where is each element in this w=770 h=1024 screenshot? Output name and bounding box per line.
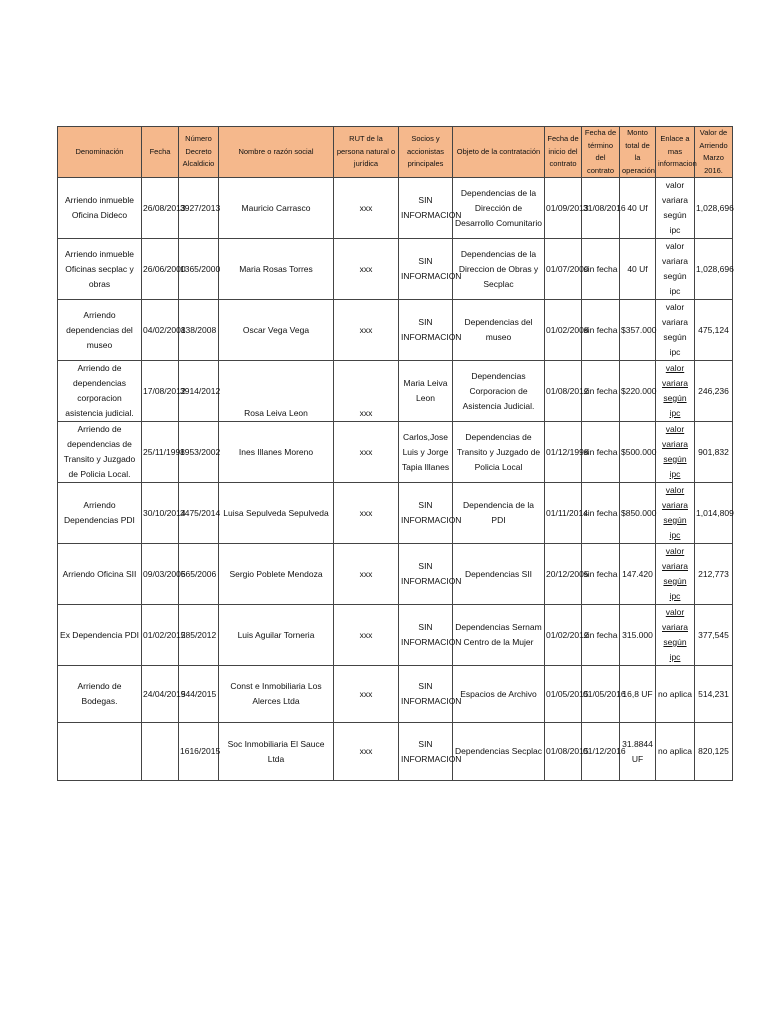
cell-valor: 1,014,809	[695, 483, 733, 544]
cell-rut: xxx	[334, 605, 399, 666]
cell-fecha: 09/03/2006	[142, 544, 179, 605]
cell-enlace[interactable]: valor variara según ipc	[656, 422, 695, 483]
cell-termino: sin fecha	[582, 483, 620, 544]
cell-objeto: Dependencias Corporacion de Asistencia Judicial.	[453, 361, 545, 422]
cell-monto: $357.000	[620, 300, 656, 361]
cell-nombre: Const e Inmobiliaria Los Alerces Ltda	[219, 666, 334, 723]
cell-termino: sin fecha	[582, 544, 620, 605]
cell-inicio: 01/02/2012	[545, 605, 582, 666]
cell-enlace[interactable]: valor variara según ipc	[656, 544, 695, 605]
cell-denominacion: Arriendo dependencias del museo	[58, 300, 142, 361]
cell-enlace[interactable]: valor variara según ipc	[656, 605, 695, 666]
table-row	[58, 300, 733, 361]
cell-inicio: 01/08/2012	[545, 361, 582, 422]
cell-monto: 147.420	[620, 544, 656, 605]
cell-rut: xxx	[334, 422, 399, 483]
cell-denominacion	[58, 723, 142, 781]
cell-socios: SIN INFORMACION	[399, 605, 453, 666]
contracts-table	[57, 126, 733, 781]
table-row	[58, 666, 733, 723]
cell-socios: SIN INFORMACION	[399, 178, 453, 239]
cell-monto: $500.000	[620, 422, 656, 483]
cell-nombre: Luisa Sepulveda Sepulveda	[219, 483, 334, 544]
cell-termino: sin fecha	[582, 239, 620, 300]
cell-termino: sin fecha	[582, 605, 620, 666]
cell-termino: 31/08/2016	[582, 178, 620, 239]
cell-termino: sin fecha	[582, 361, 620, 422]
cell-rut: xxx	[334, 483, 399, 544]
cell-nombre: Oscar Vega Vega	[219, 300, 334, 361]
cell-socios: SIN INFORMACION	[399, 300, 453, 361]
cell-denominacion: Arriendo inmueble Oficina Dideco	[58, 178, 142, 239]
cell-monto: $850.000	[620, 483, 656, 544]
cell-termino: sin fecha	[582, 300, 620, 361]
cell-valor: 212,773	[695, 544, 733, 605]
header-objeto: Objeto de la contratación	[453, 127, 545, 178]
cell-enlace: no aplica	[656, 666, 695, 723]
table-row	[58, 483, 733, 544]
cell-denominacion: Arriendo de Bodegas.	[58, 666, 142, 723]
header-inicio: Fecha de inicio del contrato	[545, 127, 582, 178]
cell-valor: 1,028,696	[695, 178, 733, 239]
cell-fecha	[142, 723, 179, 781]
cell-decreto: 1616/2015	[179, 723, 219, 781]
cell-decreto: 138/2008	[179, 300, 219, 361]
cell-rut: xxx	[334, 723, 399, 781]
table-row	[58, 723, 733, 781]
header-monto: Monto total de la operación	[620, 127, 656, 178]
cell-inicio: 01/09/2013	[545, 178, 582, 239]
header-termino: Fecha de término del contrato	[582, 127, 620, 178]
cell-objeto: Dependencias de la Direccion de Obras y Secplac	[453, 239, 545, 300]
cell-enlace[interactable]: valor variara según ipc	[656, 483, 695, 544]
table-row	[58, 605, 733, 666]
cell-socios: SIN INFORMACION	[399, 666, 453, 723]
cell-inicio: 20/12/2005	[545, 544, 582, 605]
cell-inicio: 01/08/2015	[545, 723, 582, 781]
cell-rut: xxx	[334, 666, 399, 723]
cell-objeto: Dependencias de la Dirección de Desarrollo Comunitario	[453, 178, 545, 239]
cell-rut: xxx	[334, 178, 399, 239]
cell-fecha: 04/02/2008	[142, 300, 179, 361]
cell-denominacion: Arriendo de dependencias de Transito y Juzgado de Policia Local.	[58, 422, 142, 483]
cell-fecha: 26/08/2013	[142, 178, 179, 239]
cell-denominacion: Ex Dependencia PDI	[58, 605, 142, 666]
cell-nombre: Mauricio Carrasco	[219, 178, 334, 239]
table-row	[58, 361, 733, 422]
header-decreto: Número Decreto Alcaldicio	[179, 127, 219, 178]
cell-inicio: 01/12/1998	[545, 422, 582, 483]
cell-socios: SIN INFORMACION	[399, 239, 453, 300]
cell-inicio: 01/02/2008	[545, 300, 582, 361]
cell-inicio: 01/11/2014	[545, 483, 582, 544]
cell-socios: SIN INFORMACION	[399, 723, 453, 781]
cell-nombre: Rosa Leiva Leon	[219, 361, 334, 422]
cell-decreto: 585/2012	[179, 605, 219, 666]
cell-valor: 246,236	[695, 361, 733, 422]
cell-enlace: valor variara según ipc	[656, 300, 695, 361]
cell-termino: 01/05/2016	[582, 666, 620, 723]
cell-denominacion: Arriendo inmueble Oficinas secplac y obras	[58, 239, 142, 300]
cell-monto: $220.000	[620, 361, 656, 422]
cell-objeto: Dependencias SII	[453, 544, 545, 605]
cell-monto: 315.000	[620, 605, 656, 666]
table-row	[58, 178, 733, 239]
cell-decreto: 3475/2014	[179, 483, 219, 544]
cell-denominacion: Arriendo Oficina SII	[58, 544, 142, 605]
cell-nombre: Maria Rosas Torres	[219, 239, 334, 300]
cell-termino: sin fecha	[582, 422, 620, 483]
cell-fecha: 01/02/2012	[142, 605, 179, 666]
header-valor: Valor de Arriendo Marzo 2016.	[695, 127, 733, 178]
cell-objeto: Dependencia de la PDI	[453, 483, 545, 544]
cell-monto: 31.8844 UF	[620, 723, 656, 781]
cell-fecha: 17/08/2012	[142, 361, 179, 422]
cell-valor: 820,125	[695, 723, 733, 781]
cell-fecha: 26/06/2000	[142, 239, 179, 300]
cell-objeto: Dependencias Sernam Centro de la Mujer	[453, 605, 545, 666]
header-fecha: Fecha	[142, 127, 179, 178]
cell-inicio: 01/07/2000	[545, 239, 582, 300]
cell-decreto: 1953/2002	[179, 422, 219, 483]
cell-decreto: 3927/2013	[179, 178, 219, 239]
cell-decreto: 944/2015	[179, 666, 219, 723]
cell-denominacion: Arriendo Dependencias PDI	[58, 483, 142, 544]
cell-enlace[interactable]: valor variara según ipc	[656, 361, 695, 422]
cell-rut: xxx	[334, 361, 399, 422]
header-denominacion: Denominación	[58, 127, 142, 178]
cell-termino: 01/12/2016	[582, 723, 620, 781]
header-rut: RUT de la persona natural o jurídica	[334, 127, 399, 178]
cell-rut: xxx	[334, 544, 399, 605]
cell-decreto: 565/2006	[179, 544, 219, 605]
cell-socios: SIN INFORMACION	[399, 483, 453, 544]
cell-monto: 16,8 UF	[620, 666, 656, 723]
cell-socios: Maria Leiva Leon	[399, 361, 453, 422]
table-row	[58, 422, 733, 483]
cell-nombre: Ines Illanes Moreno	[219, 422, 334, 483]
cell-objeto: Dependencias del museo	[453, 300, 545, 361]
cell-monto: 40 Uf	[620, 239, 656, 300]
table-row	[58, 544, 733, 605]
header-enlace: Enlace a mas informacion	[656, 127, 695, 178]
cell-decreto: 3914/2012	[179, 361, 219, 422]
cell-fecha: 24/04/2015	[142, 666, 179, 723]
cell-enlace: valor variara según ipc	[656, 239, 695, 300]
cell-decreto: 1365/2000	[179, 239, 219, 300]
cell-enlace: no aplica	[656, 723, 695, 781]
cell-socios: SIN INFORMACION	[399, 544, 453, 605]
cell-nombre: Luis Aguilar Torneria	[219, 605, 334, 666]
table-row	[58, 239, 733, 300]
cell-valor: 514,231	[695, 666, 733, 723]
cell-inicio: 01/05/2015	[545, 666, 582, 723]
cell-socios: Carlos,Jose Luis y Jorge Tapia Illanes	[399, 422, 453, 483]
header-socios: Socios y accionistas principales	[399, 127, 453, 178]
cell-nombre: Sergio Poblete Mendoza	[219, 544, 334, 605]
cell-valor: 377,545	[695, 605, 733, 666]
cell-rut: xxx	[334, 239, 399, 300]
cell-objeto: Dependencias de Transito y Juzgado de Policia Local	[453, 422, 545, 483]
cell-valor: 901,832	[695, 422, 733, 483]
cell-denominacion: Arriendo de dependencias corporacion asistencia judicial.	[58, 361, 142, 422]
cell-enlace: valor variara según ipc	[656, 178, 695, 239]
cell-valor: 475,124	[695, 300, 733, 361]
contracts-sheet	[57, 126, 734, 781]
cell-fecha: 30/10/2014	[142, 483, 179, 544]
cell-nombre: Soc Inmobiliaria El Sauce Ltda	[219, 723, 334, 781]
cell-objeto: Dependencias Secplac	[453, 723, 545, 781]
cell-objeto: Espacios de Archivo	[453, 666, 545, 723]
cell-monto: 40 Uf	[620, 178, 656, 239]
cell-valor: 1,028,696	[695, 239, 733, 300]
header-row	[58, 127, 733, 178]
cell-rut: xxx	[334, 300, 399, 361]
header-nombre: Nombre o razón social	[219, 127, 334, 178]
cell-fecha: 25/11/1998	[142, 422, 179, 483]
